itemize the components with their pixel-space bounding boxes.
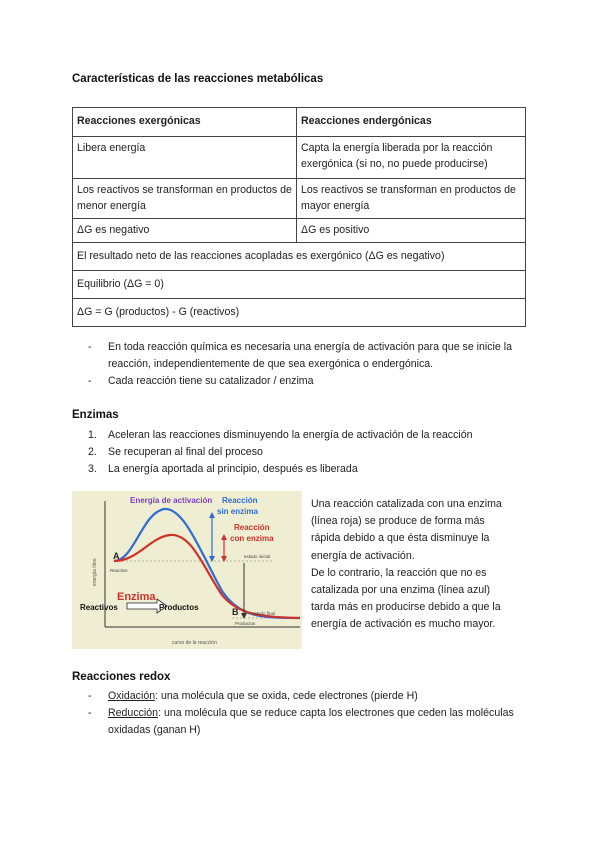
table-row xyxy=(73,271,526,299)
table-cell: Capta la energía liberada por la reacción exergónica (si no, no puede producirse) xyxy=(297,137,526,179)
label-reactivo-small: Reactivo xyxy=(110,568,128,573)
energy-diagram xyxy=(72,491,302,649)
list-item: 3. La energía aportada al principio, después es liberada xyxy=(88,463,358,475)
label-with-enzyme-1: Reacción xyxy=(234,523,270,532)
table-cell-full: ΔG = G (productos) - G (reactivos) xyxy=(73,299,526,327)
list-item: - En toda reacción química es necesaria una energía de activación para que se inicie la reacción, independientemente de que sea exergónica o endergónica. xyxy=(88,341,512,370)
enzyme-energy-figure xyxy=(72,491,302,649)
table-row xyxy=(73,137,526,179)
comparison-table xyxy=(72,107,526,327)
table-row xyxy=(73,299,526,327)
section-title-enzimas: Enzimas xyxy=(72,409,119,421)
label-products: Productos xyxy=(159,603,199,612)
label-enzyme: Enzima xyxy=(117,591,156,603)
section-title-metabolic: Características de las reacciones metabólicas xyxy=(72,73,324,85)
section-title-redox: Reacciones redox xyxy=(72,671,171,683)
list-item: 1. Aceleran las reacciones disminuyendo la energía de activación de la reacción xyxy=(88,429,473,441)
table-cell: Libera energía xyxy=(73,137,297,179)
term-oxidacion: Oxidación xyxy=(108,690,156,702)
table-cell: Los reactivos se transforman en productos de mayor energía xyxy=(297,179,526,219)
bullet-marker: - xyxy=(88,375,92,387)
table-row xyxy=(73,219,526,243)
label-activation-energy: Energía de activación xyxy=(130,496,213,505)
label-no-enzyme-1: Reacción xyxy=(222,496,258,505)
table-cell-full: Equilibrio (ΔG = 0) xyxy=(73,271,526,299)
table-cell: ΔG es positivo xyxy=(297,219,526,243)
list-item: - Reducción: una molécula que se reduce capta los electrones que ceden las moléculas oxidadas (ganan H) xyxy=(88,707,514,736)
table-header-exergonic: Reacciones exergónicas xyxy=(73,108,297,137)
label-productos-small: Productos xyxy=(235,621,256,626)
table-row xyxy=(73,179,526,219)
x-axis-label: curso de la reacción xyxy=(172,640,217,646)
label-b: B xyxy=(232,607,239,617)
numbered-list-enzimas xyxy=(88,427,528,478)
table-cell: Los reactivos se transforman en productos de menor energía xyxy=(73,179,297,219)
label-no-enzyme-2: sin enzima xyxy=(217,507,258,516)
table-cell-full: El resultado neto de las reacciones acopladas es exergónico (ΔG es negativo) xyxy=(73,243,526,271)
bullet-marker: - xyxy=(88,341,92,353)
list-item: 2. Se recuperan al final del proceso xyxy=(88,446,263,458)
table-row xyxy=(73,243,526,271)
list-item: - Oxidación: una molécula que se oxida, cede electrones (pierde H) xyxy=(88,688,528,705)
enzyme-explanation-paragraph: Una reacción catalizada con una enzima (línea roja) se produce de forma más rápida debido a que ésta disminuye la energía de activación. De lo contrario, la reacción que no es catalizada por una enzima (línea azul) tarda más en producirse debido a que la energía de activación es mucho mayor. xyxy=(311,498,502,631)
bullet-list-redox xyxy=(88,688,528,739)
bullet-marker: - xyxy=(88,690,92,702)
label-final-state: estado final xyxy=(252,611,276,616)
term-reduccion: Reducción xyxy=(108,707,159,719)
label-with-enzyme-2: con enzima xyxy=(230,534,274,543)
table-header-row xyxy=(73,108,526,137)
arrowhead xyxy=(221,534,227,540)
y-axis-label: energía libre xyxy=(92,558,98,586)
table-cell: ΔG es negativo xyxy=(73,219,297,243)
label-initial-state: estado inicial xyxy=(244,554,271,559)
label-reactants: Reactivos xyxy=(80,603,118,612)
bullet-marker: - xyxy=(88,707,92,719)
arrowhead xyxy=(209,512,215,518)
bullet-list-activation xyxy=(88,339,528,390)
list-item: - Cada reacción tiene su catalizador / enzima xyxy=(88,373,528,390)
table-header-endergonic: Reacciones endergónicas xyxy=(297,108,526,137)
label-a: A xyxy=(113,551,120,561)
